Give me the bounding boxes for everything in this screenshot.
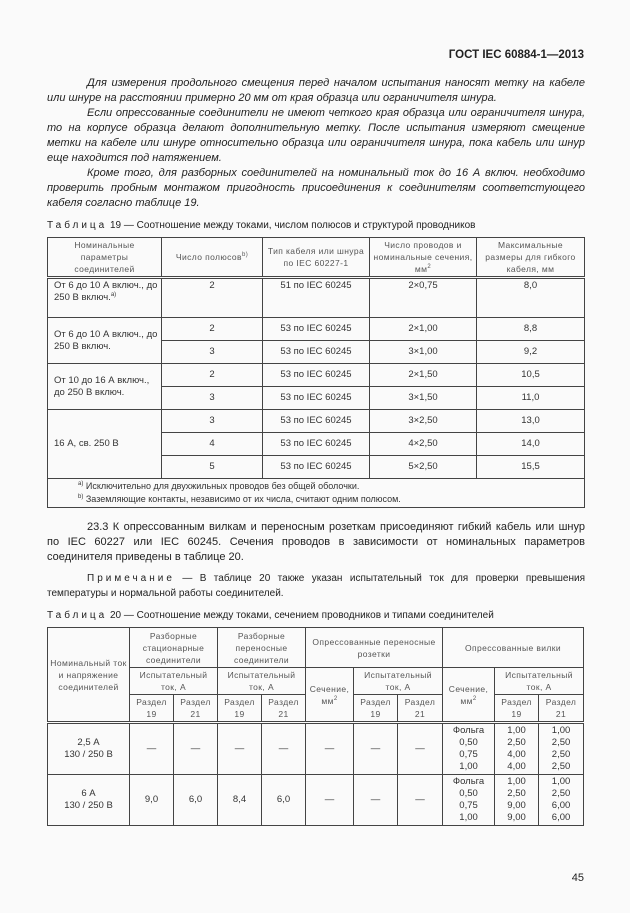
table-row (48, 775, 584, 826)
table-cell: — (354, 775, 398, 826)
table-cell: 2×1,50 (370, 364, 477, 387)
table-cell: 2×1,00 (370, 318, 477, 341)
col-header: Максимальные размеры для гибкого кабеля, мм (477, 238, 585, 278)
caption-text: 19 — Соотношение между токами, числом полюсов и структурой проводников (110, 220, 476, 231)
section-header: Раздел 19 (495, 695, 539, 723)
table-cell: 53 по IEC 60245 (263, 387, 370, 410)
table-row (48, 318, 585, 341)
table-cell: 8,4 (218, 775, 262, 826)
intro-text (47, 76, 585, 211)
paragraph: Кроме того, для разборных соединителей на номинальный ток до 16 А включ. необходимо проверить пробным монтажом пригодность присоединения к соединителям соответстующего кабеля согласно таблице 19. (47, 167, 585, 209)
document-header: ГОСТ IEC 60884-1—2013 (448, 49, 584, 61)
group-header: Разборные стационарные соединители (130, 628, 218, 668)
table-cell: 2×0,75 (370, 278, 477, 318)
caption-word: Таблица (47, 610, 108, 621)
section-header: Раздел 19 (218, 695, 262, 723)
table-cell: 2 (162, 364, 263, 387)
table-19 (47, 237, 585, 508)
rated-parameters: От 10 до 16 А включ., до 250 В включ. (48, 364, 162, 410)
table-cell: — (354, 723, 398, 775)
table-cell-plug19: 1,00 2,50 4,00 4,00 (495, 723, 539, 775)
rated-parameters: От 6 до 10 А включ., до 250 В включ. (48, 318, 162, 364)
group-header: Опрессованные переносные розетки (306, 628, 443, 668)
table-cell: 2 (162, 318, 263, 341)
table19-caption (47, 219, 585, 232)
table-row (48, 364, 585, 387)
table-cell: 8,0 (477, 278, 585, 318)
table-cell: 53 по IEC 60245 (263, 318, 370, 341)
table-cell: 5 (162, 456, 263, 479)
table-cell: 8,8 (477, 318, 585, 341)
sub-header: Сечение, $мм^2$ (443, 668, 495, 723)
sub-header: Сечение, $мм^2$ (306, 668, 354, 723)
table-cell: 14,0 (477, 433, 585, 456)
caption-word: Таблица (47, 220, 108, 231)
table-cell: — (262, 723, 306, 775)
table-cell: — (218, 723, 262, 775)
table-cell: 4×2,50 (370, 433, 477, 456)
footnote: $^{b)}$ Заземляющие контакты, независимо от их числа, считают одним полюсом. (78, 494, 401, 504)
table-cell: — (130, 723, 174, 775)
section-header: Раздел 21 (539, 695, 584, 723)
table-cell: 53 по IEC 60245 (263, 341, 370, 364)
footnote: $^{a)}$ Исключительно для двухжильных проводов без общей оболочки. (78, 481, 360, 491)
table-cell: 51 по IEC 60245 (263, 278, 370, 318)
table-cell: 9,0 (130, 775, 174, 826)
table20-caption (47, 609, 585, 622)
table-row (48, 410, 585, 433)
table-cell: 6,0 (174, 775, 218, 826)
table-cell: 3×1,50 (370, 387, 477, 410)
rated-parameters: От 6 до 10 А включ., до 250 В включ.$^{a)}$ (48, 278, 162, 318)
section-header: Раздел 19 (354, 695, 398, 723)
col-header: Номинальные параметры соединителей (48, 238, 162, 278)
caption-text: 20 — Соотношение между токами, сечением проводников и типами соединителей (110, 610, 494, 621)
table-cell: 53 по IEC 60245 (263, 433, 370, 456)
note (47, 571, 585, 601)
paragraph: 23.3 К опрессованным вилкам и переносным розеткам присоединяют гибкий кабель или шнур по IEC 60227 или IEC 60245. Сечения проводов в зависимости от номинальных параметров соединителя приведены в таблице 20. (47, 521, 585, 563)
table-cell: — (306, 775, 354, 826)
table-cell-plug21: 1,00 2,50 2,50 2,50 (539, 723, 584, 775)
table-cell-plug21: 1,00 2,50 6,00 6,00 (539, 775, 584, 826)
table-cell: 5×2,50 (370, 456, 477, 479)
sub-header: Испытательный ток, А (130, 668, 218, 695)
table-cell-plug-sec: Фольга 0,50 0,75 1,00 (443, 723, 495, 775)
sub-header: Испытательный ток, А (218, 668, 306, 695)
paragraph: Для измерения продольного смещения перед началом испытания наносят метку на кабеле или шнуре на расстоянии примерно 20 мм от края образца или ограничителя шнура. (47, 77, 585, 104)
rated-current: 2,5 А 130 / 250 В (48, 723, 130, 775)
group-header: Разборные переносные соединители (218, 628, 306, 668)
table-cell: 11,0 (477, 387, 585, 410)
table-cell: 6,0 (262, 775, 306, 826)
table-cell: 15,5 (477, 456, 585, 479)
sub-header: Испытательный ток, А (495, 668, 584, 695)
table-cell-plug19: 1,00 2,50 9,00 9,00 (495, 775, 539, 826)
table-cell: 3 (162, 341, 263, 364)
group-header: Опрессованные вилки (443, 628, 584, 668)
table-cell: 4 (162, 433, 263, 456)
note-text: — В таблице 20 также указан испытательный ток для проверки превышения температуры и нормальной работы соединителей. (47, 573, 586, 599)
section-23-3 (47, 520, 585, 565)
sub-header: Испытательный ток, А (354, 668, 443, 695)
table-footnotes (48, 479, 585, 508)
table-cell: — (398, 775, 443, 826)
table-cell-plug-sec: Фольга 0,50 0,75 1,00 (443, 775, 495, 826)
paragraph: Если опрессованные соединители не имеют четкого края образца или ограничителя шнура, то на корпусе образца делают дополнительную метку. После испытания измеряют смещение метки на кабеле или шнуре относительно образца или ограничителя шнура, пока кабель или шнур еще находится под натяжением. (47, 107, 585, 164)
note-label: Примечание (87, 573, 175, 584)
section-header: Раздел 19 (130, 695, 174, 723)
table-cell: 13,0 (477, 410, 585, 433)
rated-current: 6 А 130 / 250 В (48, 775, 130, 826)
table-cell: 10,5 (477, 364, 585, 387)
table-cell: 53 по IEC 60245 (263, 456, 370, 479)
section-header: Раздел 21 (174, 695, 218, 723)
table-cell: — (174, 723, 218, 775)
col-header: Число полюсов$^{b)}$ (162, 238, 263, 278)
table-row (48, 278, 585, 318)
table-cell: 3×1,00 (370, 341, 477, 364)
col-header: Тип кабеля или шнура по IEC 60227-1 (263, 238, 370, 278)
table-row (48, 723, 584, 775)
table-cell: 3 (162, 410, 263, 433)
table-cell: 3×2,50 (370, 410, 477, 433)
col-header: Число проводов и номинальные сечения, $мм^2$ (370, 238, 477, 278)
table-cell: 2 (162, 278, 263, 318)
section-header: Раздел 21 (262, 695, 306, 723)
page-content (47, 76, 585, 826)
table-cell: 9,2 (477, 341, 585, 364)
rated-parameters: 16 А, св. 250 В (48, 410, 162, 479)
table-cell: 3 (162, 387, 263, 410)
table-cell: 53 по IEC 60245 (263, 364, 370, 387)
table-cell: 53 по IEC 60245 (263, 410, 370, 433)
section-header: Раздел 21 (398, 695, 443, 723)
table-cell: — (306, 723, 354, 775)
page-number: 45 (571, 872, 584, 884)
table-cell: — (398, 723, 443, 775)
col-header: Номинальный ток и напряжение соединителей (48, 628, 130, 723)
table-20 (47, 627, 584, 826)
